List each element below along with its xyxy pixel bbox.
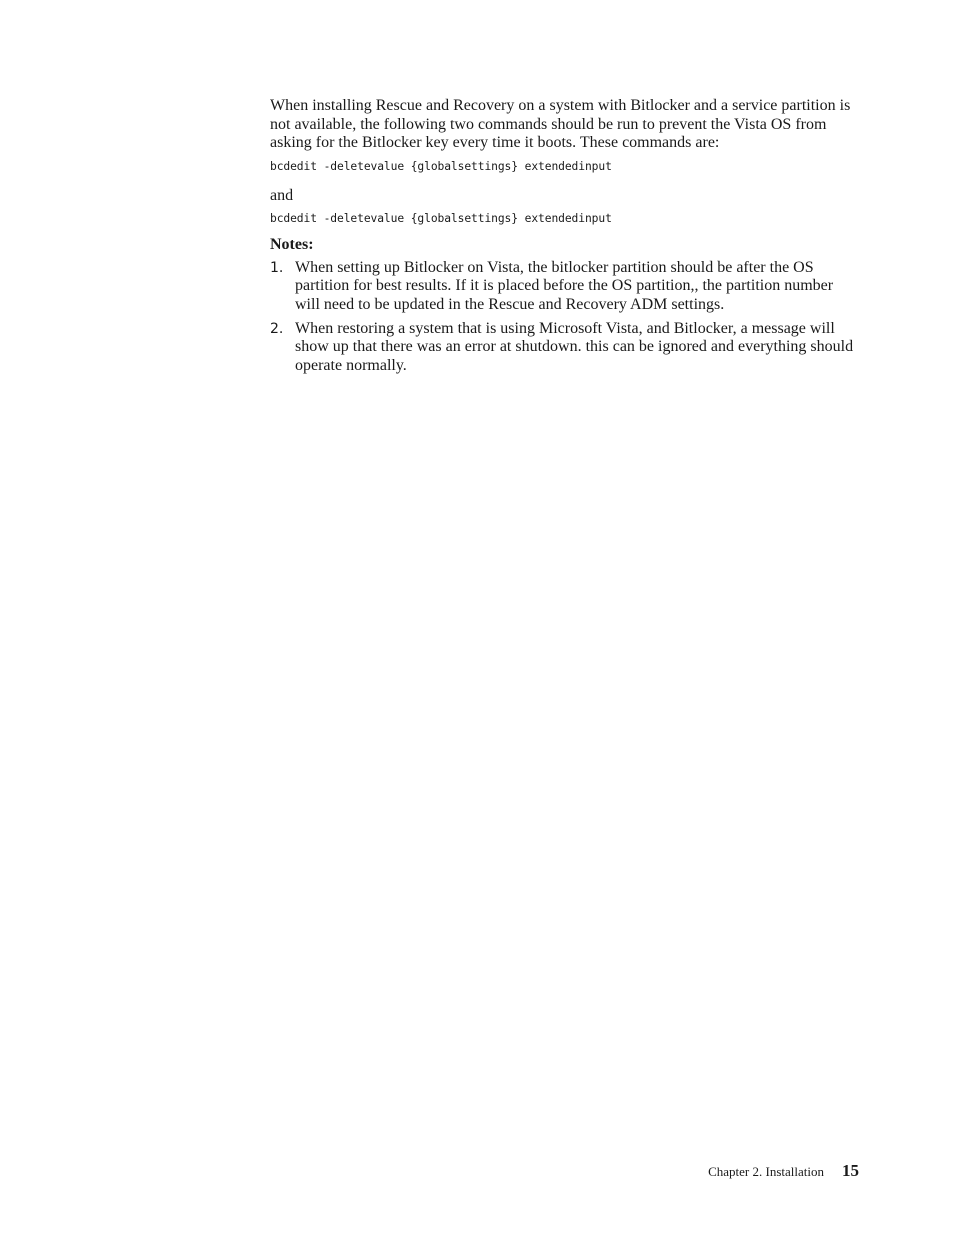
command-block-2: bcdedit -deletevalue {globalsettings} extendedinput bbox=[270, 211, 612, 225]
notes-heading: Notes: bbox=[270, 235, 314, 253]
intro-paragraph: When installing Rescue and Recovery on a system with Bitlocker and a service partition is not available, the following two commands should be run to prevent the Vista OS from asking for the Bitlocker key every time it boots. These commands are: bbox=[270, 97, 851, 152]
note-text: When setting up Bitlocker on Vista, the bitlocker partition should be after the OS partition for best results. If it is placed before the OS partition,, the partition number will need to be updated in the Rescue and Recovery ADM settings. bbox=[295, 258, 834, 313]
footer-page-number: 15 bbox=[842, 1161, 859, 1180]
and-text: and bbox=[270, 187, 294, 205]
note-text: When restoring a system that is using Microsoft Vista, and Bitlocker, a message will show up that there was an error at shutdown. this can be ignored and everything should operate normally. bbox=[295, 319, 854, 375]
note-item bbox=[270, 259, 860, 315]
note-number: 1. bbox=[270, 259, 284, 276]
command-block-1: bcdedit -deletevalue {globalsettings} extendedinput bbox=[270, 160, 612, 174]
note-item bbox=[270, 320, 860, 376]
notes-list bbox=[270, 259, 860, 376]
footer-chapter-title: Chapter 2. Installation bbox=[708, 1164, 824, 1179]
page-content bbox=[270, 97, 860, 381]
note-number: 2. bbox=[270, 320, 284, 337]
page-footer bbox=[708, 1161, 859, 1181]
